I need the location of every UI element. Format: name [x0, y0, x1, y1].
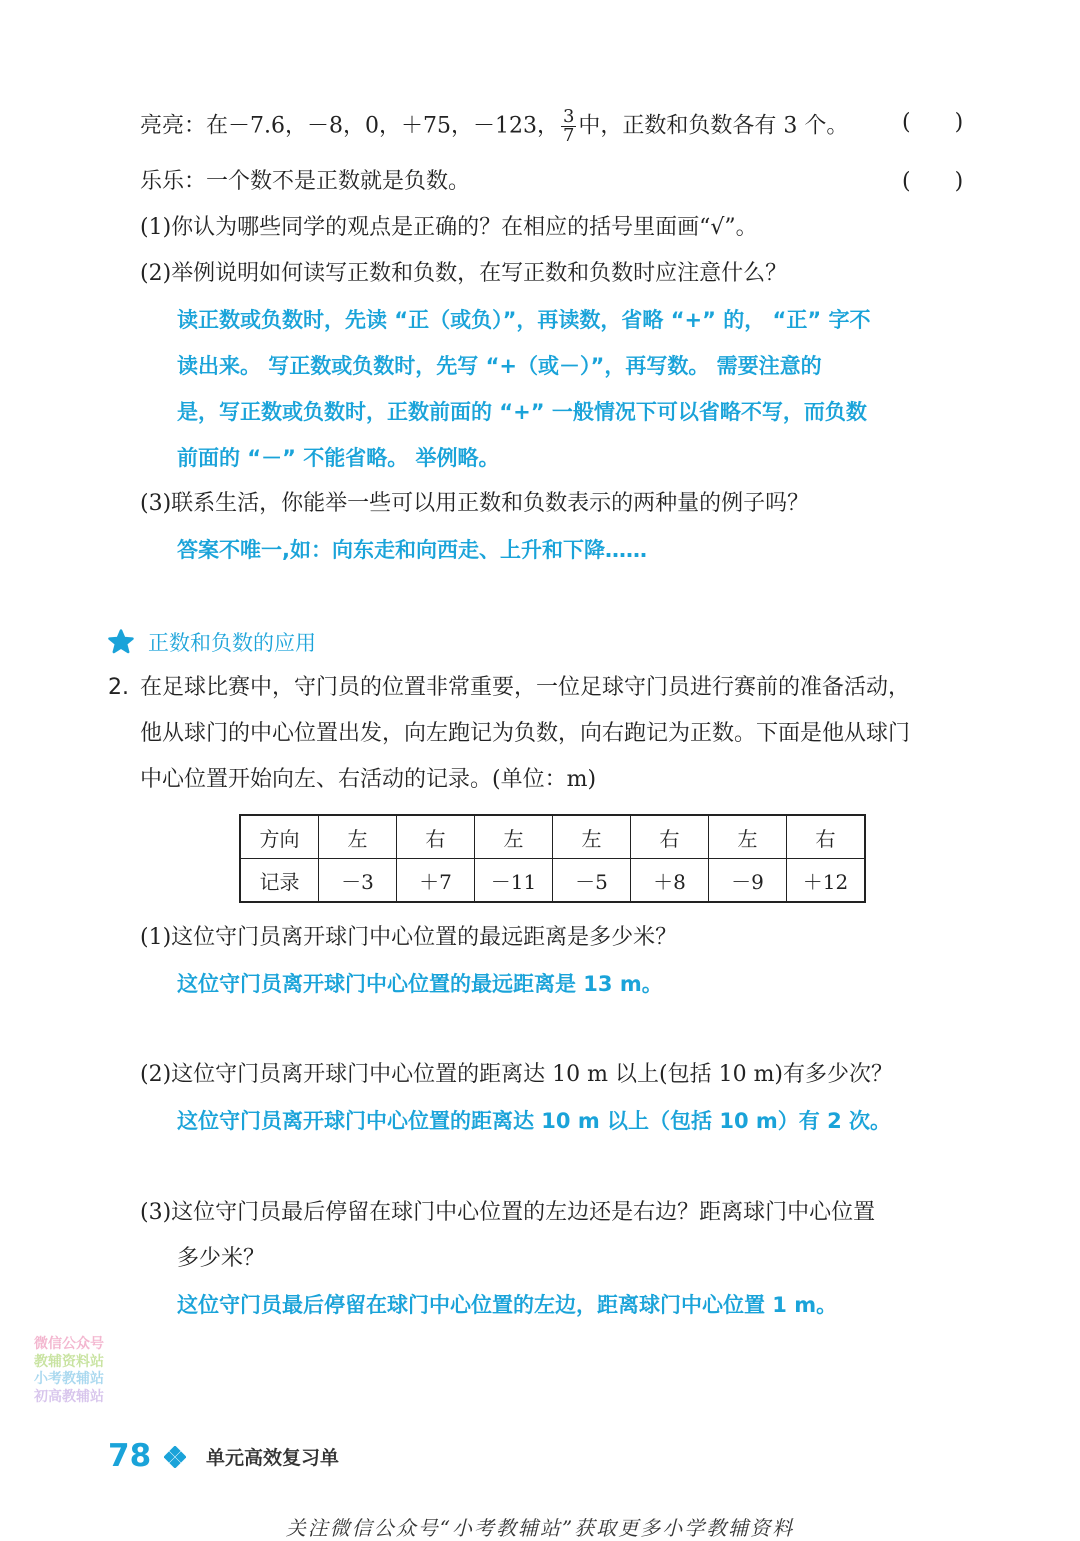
q2-answer1: 这位守门员离开球门中心位置的最远距离是 13 m。	[177, 972, 663, 996]
q1-answer2-line4: 前面的 “－” 不能省略。 举例略。	[177, 446, 500, 470]
star-bullet-icon	[108, 629, 134, 655]
table-cell: ＋8	[631, 859, 709, 903]
record-table	[239, 814, 866, 903]
table-cell: 右	[631, 815, 709, 859]
watermark-line: 教辅资料站	[34, 1353, 104, 1370]
q1-answer3: 答案不唯一,如：向东走和向西走、上升和下降……	[177, 538, 647, 562]
diamond-icon	[164, 1446, 186, 1468]
footer-note: 关注微信公众号“小考教辅站”获取更多小学教辅资料	[285, 1516, 795, 1540]
fraction	[561, 108, 576, 145]
q1-answer2-line3: 是，写正数或负数时，正数前面的 “+” 一般情况下可以省略不写，而负数	[177, 400, 867, 424]
table-cell: ＋7	[397, 859, 475, 903]
table-cell: 左	[319, 815, 397, 859]
table-cell: －3	[319, 859, 397, 903]
q2-answer2: 这位守门员离开球门中心位置的距离达 10 m 以上（包括 10 m）有 2 次。	[177, 1109, 891, 1133]
table-cell: －9	[709, 859, 787, 903]
q2-line1: 在足球比赛中，守门员的位置非常重要，一位足球守门员进行赛前的准备活动，	[140, 675, 911, 700]
q2-sub2: (2)这位守门员离开球门中心位置的距离达 10 m 以上(包括 10 m)有多少次？	[140, 1062, 894, 1087]
table-cell: －5	[553, 859, 631, 903]
statement-liangliang	[140, 108, 848, 145]
statement-liangliang-prefix: 亮亮：在－7.6，－8，0，＋75，－123，	[140, 113, 559, 139]
page-number: 78	[108, 1438, 152, 1474]
watermark-line: 微信公众号	[34, 1336, 104, 1352]
q2-sub3-line1: (3)这位守门员最后停留在球门中心位置的左边还是右边？距离球门中心位置	[140, 1200, 876, 1225]
table-header-direction: 方向	[240, 815, 319, 859]
watermark	[34, 1336, 124, 1406]
watermark-line: 初高教辅站	[34, 1388, 104, 1405]
table-cell: 右	[397, 815, 475, 859]
q2-sub1: (1)这位守门员离开球门中心位置的最远距离是多少米？	[140, 925, 678, 950]
q1-sub3: (3)联系生活，你能举一些可以用正数和负数表示的两种量的例子吗？	[140, 491, 810, 516]
q2-line2: 他从球门的中心位置出发，向左跑记为负数，向右跑记为正数。下面是他从球门	[140, 721, 911, 746]
watermark-line: 小考教辅站	[34, 1371, 104, 1387]
q1-answer2-line1: 读正数或负数时，先读 “正（或负）”，再读数，省略 “+” 的， “正” 字不	[177, 308, 871, 332]
answer-paren-2[interactable]: ( )	[902, 169, 964, 194]
statement-lele: 乐乐：一个数不是正数就是负数。	[140, 169, 471, 194]
table-cell: 左	[553, 815, 631, 859]
table-cell: ＋12	[787, 859, 866, 903]
table-cell: 左	[709, 815, 787, 859]
q2-sub3-line2: 多少米？	[177, 1246, 266, 1271]
fraction-numerator: 3	[562, 106, 575, 127]
q2-line3: 中心位置开始向左、右活动的记录。(单位：m)	[140, 767, 597, 792]
answer-paren-1[interactable]: ( )	[902, 110, 964, 135]
table-cell: 右	[787, 815, 866, 859]
table-header-record: 记录	[240, 859, 319, 903]
q2-answer3: 这位守门员最后停留在球门中心位置的左边，距离球门中心位置 1 m。	[177, 1293, 838, 1317]
table-row-record	[240, 859, 865, 903]
table-cell: 左	[475, 815, 553, 859]
section-title: 正数和负数的应用	[148, 631, 316, 655]
question-number: 2.	[108, 675, 129, 700]
q1-answer2-line2: 读出来。 写正数或负数时，先写 “+（或－）”，再写数。 需要注意的	[177, 354, 822, 378]
fraction-denominator: 7	[562, 125, 575, 146]
book-title: 单元高效复习单	[206, 1447, 340, 1469]
q1-sub1: (1)你认为哪些同学的观点是正确的？在相应的括号里面画“√”。	[140, 215, 758, 240]
table-cell: －11	[475, 859, 553, 903]
statement-liangliang-suffix: 中，正数和负数各有 3 个。	[578, 113, 849, 139]
q1-sub2: (2)举例说明如何读写正数和负数，在写正数和负数时应注意什么？	[140, 261, 788, 286]
section-header	[108, 627, 316, 657]
table-row-direction	[240, 815, 865, 859]
